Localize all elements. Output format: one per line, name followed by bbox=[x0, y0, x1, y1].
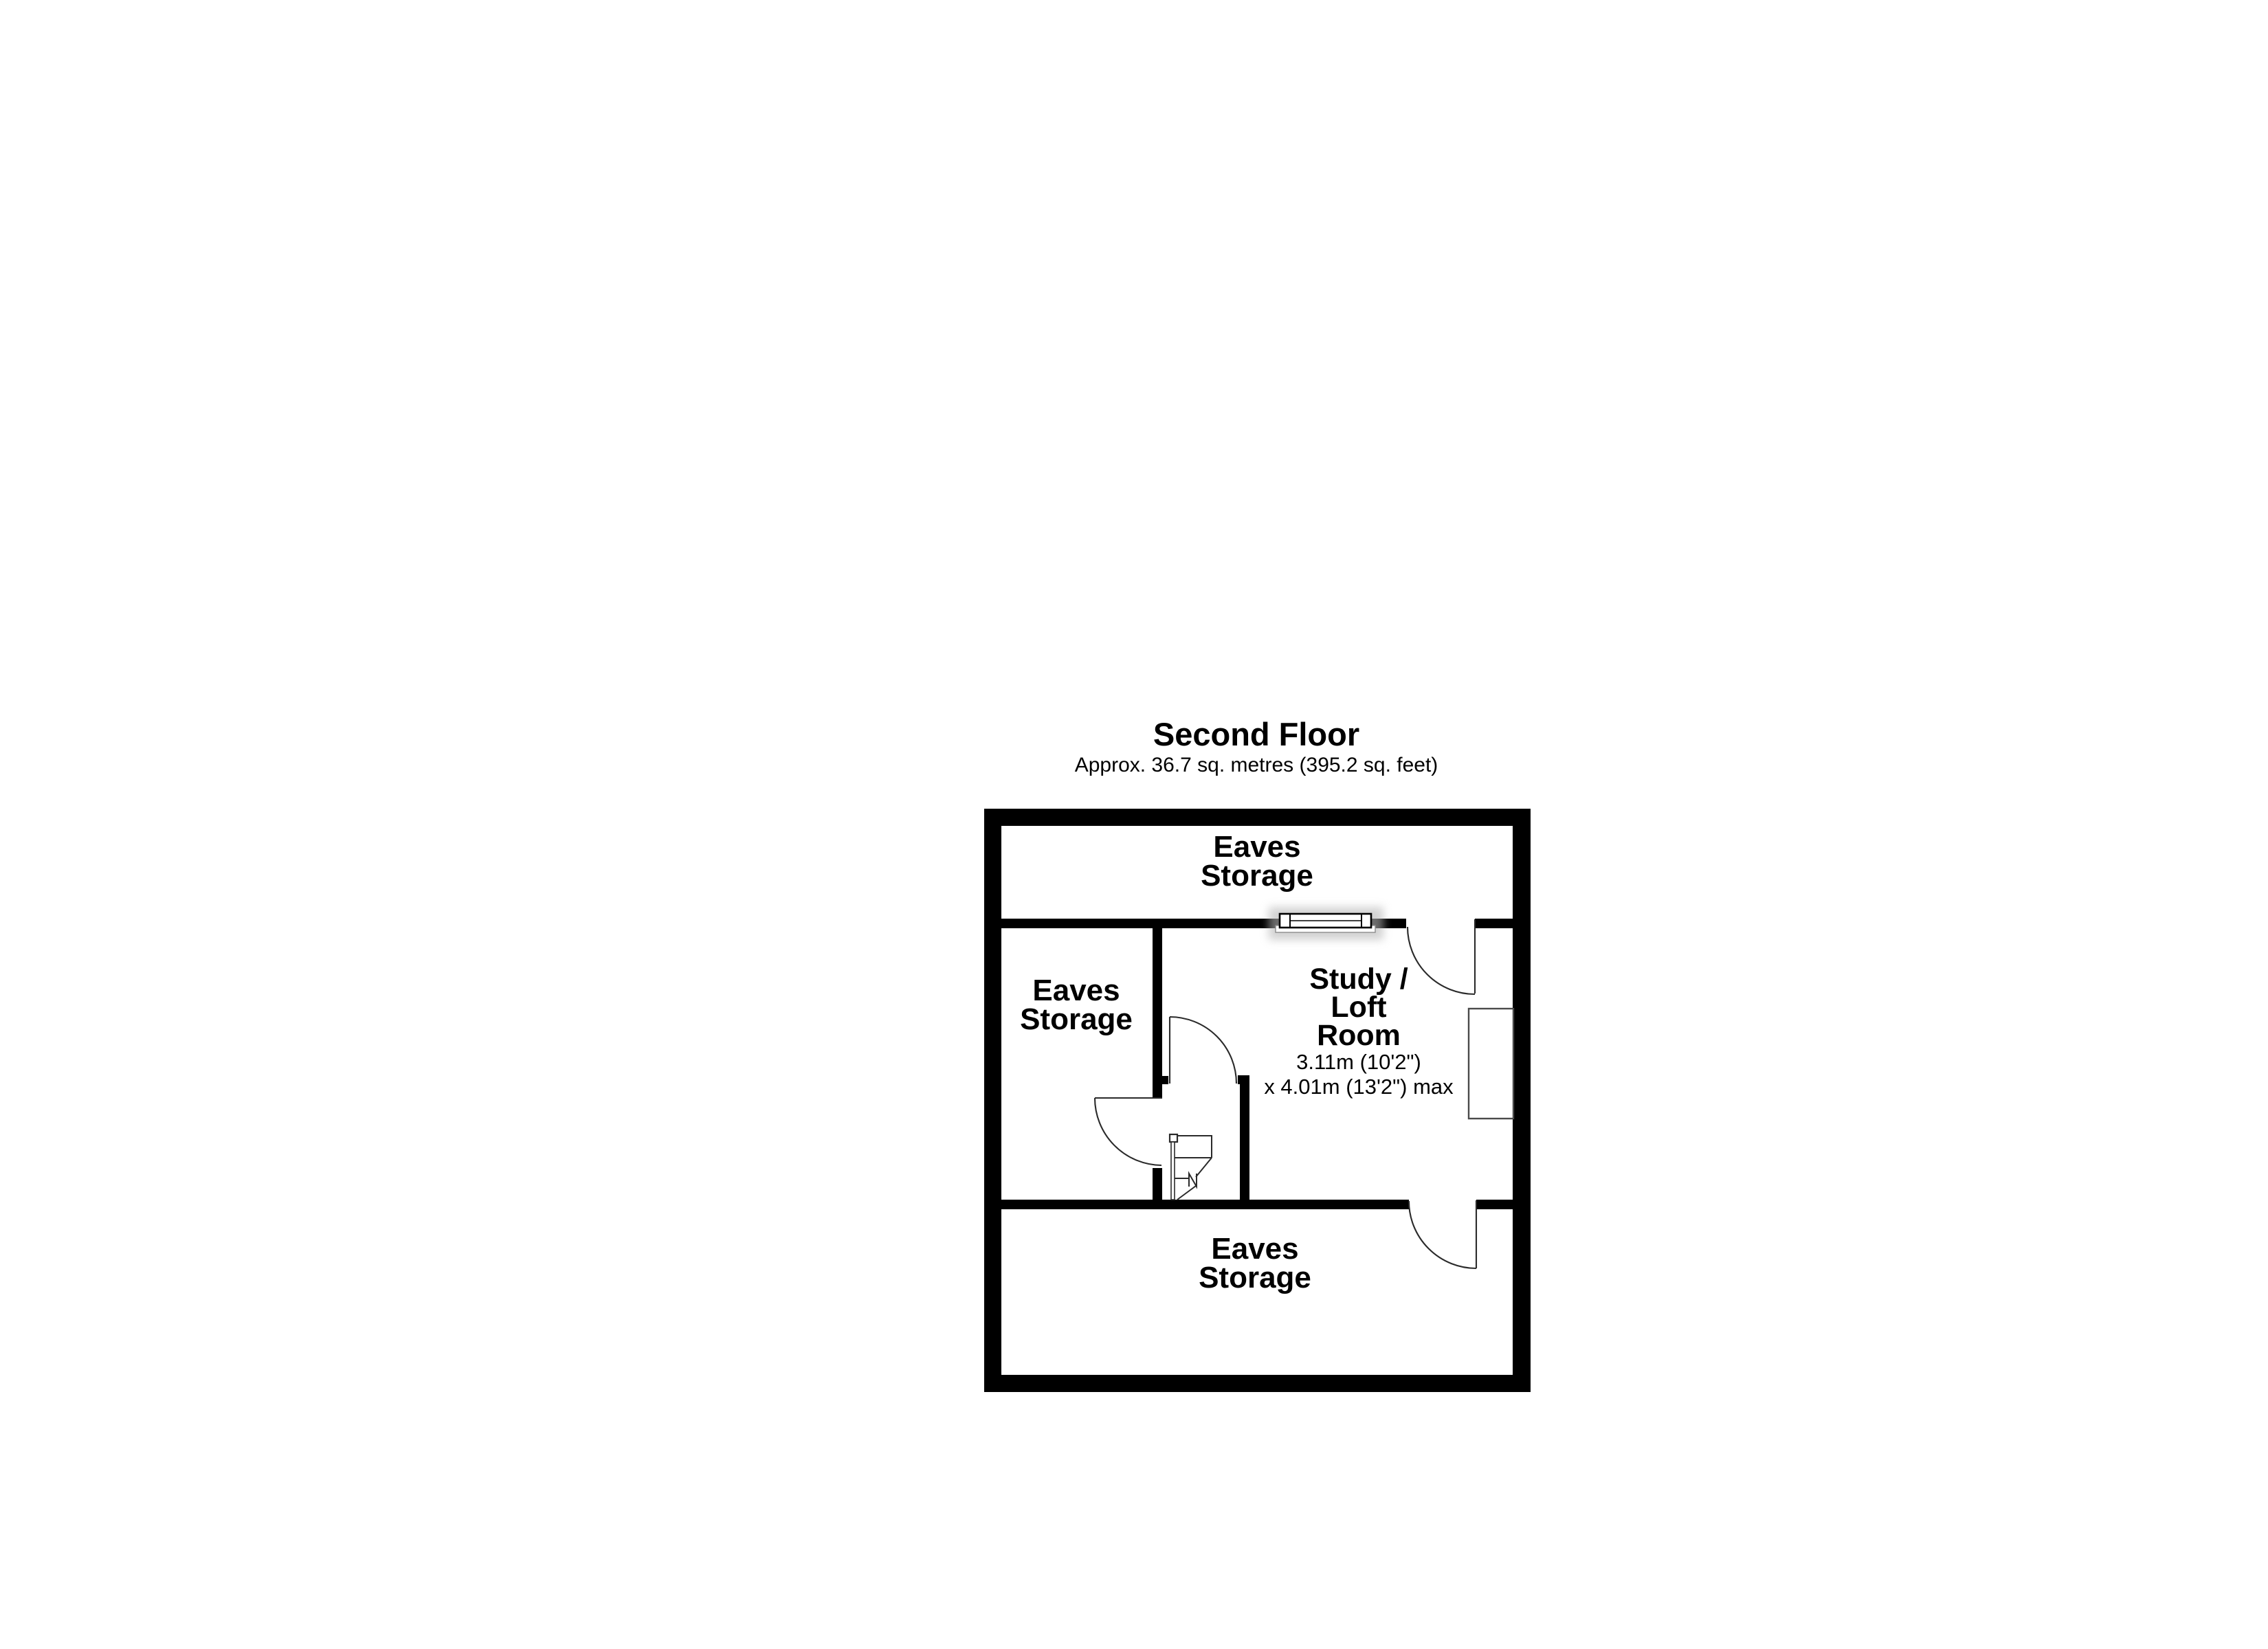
wall-door-jamb-nub bbox=[1162, 1076, 1168, 1084]
wall-left-room-right bbox=[1153, 928, 1162, 1097]
door-arc bbox=[1170, 1017, 1236, 1084]
stair-newel-post bbox=[1170, 1134, 1177, 1142]
room-dimensions-line: x 4.01m (13'2") max bbox=[1264, 1075, 1454, 1099]
room-label-line: Storage bbox=[1020, 1002, 1133, 1036]
wall-top-divider-right bbox=[1475, 919, 1513, 928]
stair-break-zigzag bbox=[1189, 1174, 1197, 1187]
stair-rail bbox=[1171, 1142, 1175, 1200]
wall-top-divider-left bbox=[1001, 919, 1280, 928]
floorplan-drawing bbox=[984, 809, 1531, 1392]
door-stair-landing bbox=[1170, 1017, 1236, 1084]
room-label-eaves-storage-bottom bbox=[1199, 1232, 1311, 1294]
door-arc bbox=[1095, 1098, 1161, 1165]
door-arc bbox=[1409, 1201, 1476, 1268]
wall-bottom-divider-left bbox=[1001, 1200, 1409, 1209]
wall-stair-right bbox=[1240, 1075, 1249, 1200]
wall-bottom-divider-right bbox=[1476, 1200, 1513, 1209]
room-label-line: Eaves bbox=[1032, 974, 1120, 1007]
room-label-line: Study / bbox=[1309, 963, 1408, 996]
window-symbol bbox=[1269, 907, 1383, 940]
wall-recess bbox=[1469, 1009, 1513, 1119]
floorplan-title: Second Floor bbox=[1153, 716, 1360, 752]
room-label-eaves-storage-top bbox=[1201, 830, 1313, 893]
room-dimensions-line: 3.11m (10'2") bbox=[1296, 1050, 1421, 1074]
door-eaves-left bbox=[1095, 1098, 1162, 1165]
room-label-line: Eaves bbox=[1213, 830, 1301, 864]
stair-lower-diagonal bbox=[1177, 1186, 1196, 1200]
room-label-study-loft-room bbox=[1264, 965, 1453, 1099]
floorplan-subtitle: Approx. 36.7 sq. metres (395.2 sq. feet) bbox=[1074, 754, 1438, 776]
door-eaves-bottom bbox=[1409, 1200, 1476, 1268]
room-label-eaves-storage-left bbox=[1020, 976, 1133, 1034]
room-label-line: Storage bbox=[1199, 1261, 1311, 1294]
room-label-line: Storage bbox=[1201, 859, 1313, 893]
stairs-symbol bbox=[1170, 1134, 1212, 1200]
stair-winder-diagonal bbox=[1196, 1158, 1212, 1177]
stair-treads bbox=[1175, 1136, 1212, 1178]
outer-walls bbox=[984, 809, 1531, 1392]
wall-left-room-lower-stub bbox=[1153, 1168, 1162, 1200]
room-label-line: Eaves bbox=[1211, 1232, 1299, 1266]
room-label-line: Room bbox=[1317, 1019, 1401, 1052]
room-label-line: Loft bbox=[1331, 991, 1387, 1024]
